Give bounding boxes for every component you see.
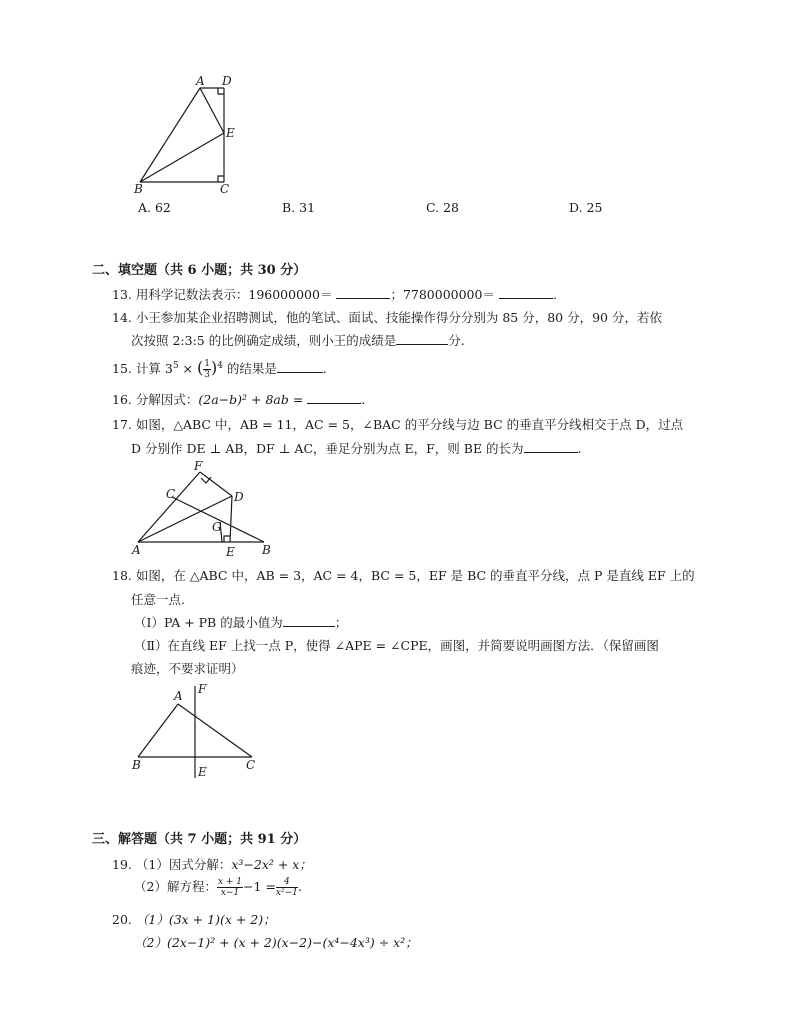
q17-blank	[524, 440, 578, 453]
q15-post: 的结果是	[222, 361, 277, 376]
q15-power: 4	[217, 360, 223, 371]
q16-blank	[307, 391, 361, 404]
q18-number: 18.	[112, 568, 132, 583]
question-14-line2	[131, 331, 465, 349]
q15-number: 15.	[112, 361, 132, 376]
q16-pre: 分解因式：	[135, 392, 199, 407]
q14-line1: 小王参加某企业招聘测试，他的笔试、面试、技能操作得分分别为 85 分，80 分，90 分，若依	[135, 310, 662, 325]
q14-line2a: 次按照 2:3:5 的比例确定成绩，则小王的成绩是	[131, 333, 397, 348]
q13-end: .	[552, 287, 557, 302]
q15-end: .	[322, 361, 327, 376]
label-c: C	[246, 758, 256, 772]
label-e: E	[198, 765, 207, 779]
q19-number: 19.	[112, 857, 132, 872]
q19-end: .	[297, 879, 302, 894]
question-15: 15. 计算 $3^5$ × ( $\frac{1}{3}$ )$^4$ 的结果是 .	[112, 358, 327, 380]
q19-fraction-1: $\frac{x + 1}{x-1}$	[217, 877, 243, 898]
option-c: C. 28	[426, 200, 459, 215]
question-17	[112, 415, 683, 433]
q15-pre: 计算 3	[135, 361, 173, 376]
question-18-sub2: （Ⅱ）在直线 EF 上找一点 P，使得 ∠APE = ∠CPE，画图，并简要说明画图方法．（保留画图	[134, 638, 659, 653]
option-a: A. 62	[138, 200, 171, 215]
question-18-line2: 任意一点.	[131, 592, 185, 607]
question-19-p2	[134, 877, 302, 898]
figure-q18	[128, 682, 264, 784]
question-18	[112, 566, 695, 584]
label-a: A	[196, 74, 205, 88]
q18-blank	[283, 614, 335, 627]
q13-blank-1	[336, 286, 390, 299]
q20-p1: （1）(3x + 1)(x + 2)；	[135, 912, 276, 927]
q17-number: 17.	[112, 417, 132, 432]
q19-p2: （2）解方程：	[134, 879, 217, 894]
label-b: B	[132, 758, 141, 772]
question-20	[112, 910, 276, 928]
label-d: D	[222, 74, 232, 88]
label-a: A	[174, 689, 183, 703]
q13-blank-2	[499, 286, 553, 299]
question-13	[112, 285, 557, 303]
question-18-sub1	[134, 613, 347, 631]
section-3-title: 三、解答题（共 7 小题；共 91 分）	[92, 832, 307, 847]
q16-number: 16.	[112, 392, 132, 407]
q19-mid: −1 =	[243, 879, 276, 894]
question-19	[112, 855, 312, 873]
question-17-line2	[131, 439, 582, 457]
q14-number: 14.	[112, 310, 132, 325]
question-18-sub2-line2: 痕迹，不要求证明）	[131, 661, 244, 676]
option-d: D. 25	[569, 200, 603, 215]
label-f: F	[198, 682, 207, 696]
q14-line2b: 分.	[448, 333, 465, 348]
q16-end: .	[361, 392, 366, 407]
figure-q17	[128, 458, 280, 560]
label-c: C	[220, 182, 230, 196]
label-c: C	[166, 487, 176, 501]
q13-text: 用科学记数法表示：196000000＝	[135, 287, 333, 302]
label-d: D	[234, 490, 244, 504]
q19-fraction-2: $\frac{4}{\text{x²−1}}$	[275, 877, 298, 898]
question-16	[112, 390, 365, 408]
q18-sub1b: ；	[334, 615, 348, 630]
q15-fraction: $\frac{1}{3}$	[204, 359, 210, 380]
q17-line2: D 分别作 DE ⊥ AB，DF ⊥ AC，垂足分别为点 E，F，则 BE 的长为	[131, 441, 524, 456]
label-g: G	[212, 520, 222, 534]
q15-blank	[277, 360, 323, 373]
q17-line1: 如图，△ABC 中，AB = 11，AC = 5，∠BAC 的平分线与边 BC 的垂直平分线相交于点 D，过点	[135, 417, 684, 432]
label-f: F	[194, 459, 203, 473]
q20-number: 20.	[112, 912, 132, 927]
label-a: A	[132, 543, 141, 557]
q14-blank	[396, 332, 448, 345]
label-b: B	[262, 543, 271, 557]
label-e: E	[226, 545, 235, 559]
label-e: E	[226, 126, 235, 140]
q18-sub1a: （Ⅰ）PA + PB 的最小值为	[134, 615, 283, 630]
figure-q12	[128, 72, 248, 198]
q17-end: .	[577, 441, 582, 456]
label-b: B	[134, 182, 143, 196]
q15-exp: 5	[172, 360, 179, 371]
q16-expr: (2a−b)² + 8ab =	[198, 392, 304, 407]
question-14	[112, 308, 662, 326]
q13-number: 13.	[112, 287, 132, 302]
question-20-p2: （2）(2x−1)² + (x + 2)(x−2)−(x⁴−4x³) ÷ x²；	[134, 935, 418, 950]
section-2-title: 二、填空题（共 6 小题；共 30 分）	[92, 263, 307, 278]
q18-line1: 如图，在 △ABC 中，AB = 3，AC = 4，BC = 5，EF 是 BC 的垂直平分线，点 P 是直线 EF 上的	[135, 568, 695, 583]
q19-p1-expr: x³−2x² + x；	[231, 857, 312, 872]
q15-times: ×	[178, 361, 197, 376]
q13-sep: ；7780000000＝	[390, 287, 495, 302]
option-b: B. 31	[282, 200, 316, 215]
q19-p1: （1）因式分解：	[135, 857, 232, 872]
